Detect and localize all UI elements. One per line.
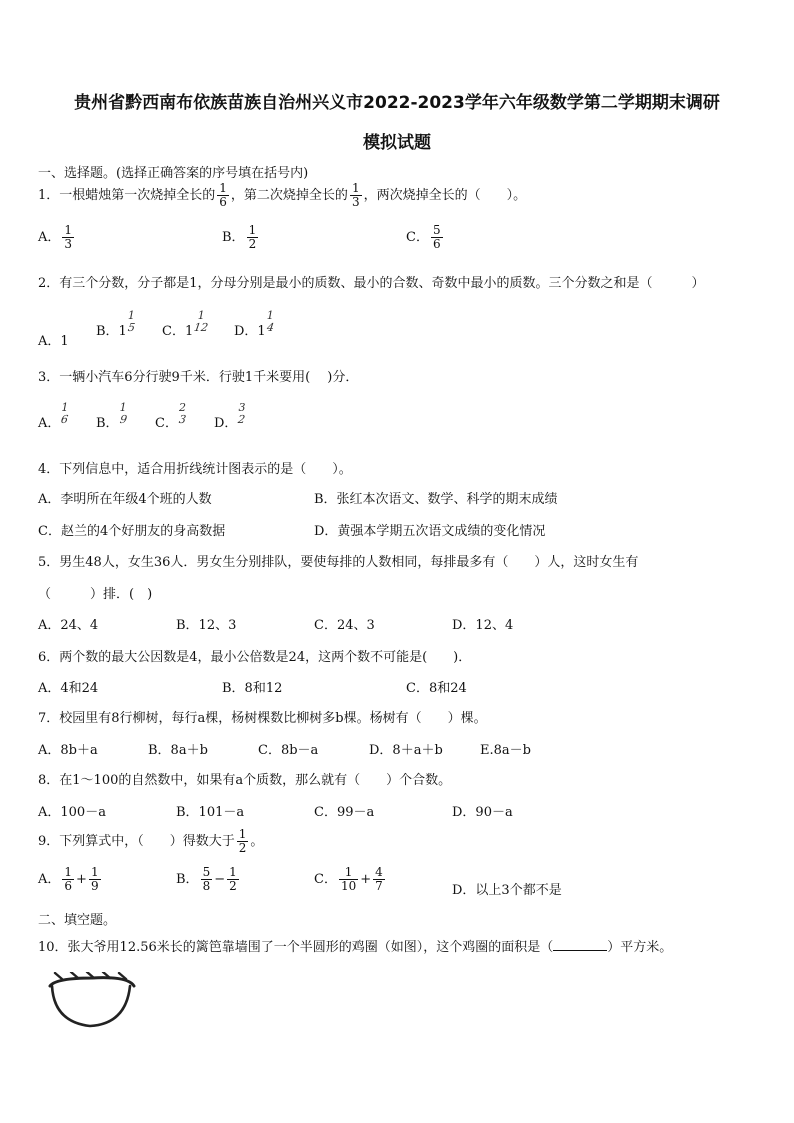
semicircle-pen-figure [48, 972, 138, 1032]
q2-option-a[interactable]: A．1 [38, 334, 69, 349]
q3-option-b[interactable]: B． 1 9 [96, 401, 128, 432]
q2-option-c[interactable]: C．1 1 12 [162, 309, 210, 340]
q7-option-d[interactable]: D．8＋a＋b [369, 743, 443, 758]
q3-option-a[interactable]: A． 1 6 [38, 401, 70, 432]
q1-fraction-2: $\frac{1}{3}$ [351, 181, 360, 210]
q4-option-a[interactable]: A．李明所在年级4个班的人数 [38, 492, 212, 507]
question-4: 4．下列信息中，适合用折线统计图表示的是（ ）。 [38, 462, 352, 477]
q4-option-d[interactable]: D．黄强本学期五次语文成绩的变化情况 [314, 524, 546, 539]
q7-option-a[interactable]: A．8b＋a [38, 743, 98, 758]
q9-text-a: 9．下列算式中，（ ）得数大于 [38, 834, 235, 850]
q9-option-a[interactable]: A． $\frac{1}{6}$ + $\frac{1}{9}$ [38, 865, 99, 894]
q1-option-a[interactable]: A． $\frac{1}{3}$ [38, 223, 73, 252]
question-5-line-1: 5．男生48人，女生36人．男女生分别排队，要使每排的人数相同，每排最多有（ ）人，这时女生有 [38, 555, 639, 570]
q9-fraction-half: $\frac{1}{2}$ [238, 827, 247, 856]
q9-option-d[interactable]: D．以上3个都不是 [452, 883, 562, 898]
q3-option-d[interactable]: D． 3 2 [214, 401, 247, 432]
section-fill-heading: 二、填空题。 [38, 913, 117, 928]
q9-option-b[interactable]: B． $\frac{5}{8}$ − $\frac{1}{2}$ [176, 865, 237, 894]
question-2: 2．有三个分数，分子都是1，分母分别是最小的质数、最小的合数、奇数中最小的质数。三个分数之和是（ ） [38, 276, 705, 291]
q5-option-b[interactable]: B．12、3 [176, 618, 237, 633]
q1-text-c: ，两次烧掉全长的（ ）。 [363, 188, 527, 204]
q6-option-b[interactable]: B．8和12 [222, 681, 283, 696]
exam-title-line1: 贵州省黔西南布依族苗族自治州兴义市2022-2023学年六年级数学第二学期期末调研 [74, 93, 720, 113]
q1-option-b[interactable]: B． $\frac{1}{2}$ [222, 223, 257, 252]
q8-option-a[interactable]: A．100－a [38, 805, 106, 820]
q9-text-b: 。 [250, 834, 264, 850]
q4-option-b[interactable]: B．张红本次语文、数学、科学的期末成绩 [314, 492, 558, 507]
exam-title-line2: 模拟试题 [363, 133, 431, 153]
q10-text-a: 10．张大爷用12.56米长的篱笆靠墙围了一个半圆形的鸡圈（如图），这个鸡圈的面积是（ [38, 940, 554, 955]
question-3: 3．一辆小汽车6分行驶9千米．行驶1千米要用( )分． [38, 370, 359, 385]
question-5-line-2: （ ）排．( ) [38, 587, 153, 602]
q8-option-d[interactable]: D．90－a [452, 805, 513, 820]
q2-option-b[interactable]: B．1 1 5 [96, 309, 136, 340]
question-7: 7．校园里有8行柳树，每行a棵，杨树棵数比柳树多b棵。杨树有（ ）棵。 [38, 711, 487, 726]
q5-option-c[interactable]: C．24、3 [314, 618, 375, 633]
q6-option-c[interactable]: C．8和24 [406, 681, 467, 696]
q8-option-c[interactable]: C．99－a [314, 805, 375, 820]
q6-option-a[interactable]: A．4和24 [38, 681, 99, 696]
question-10 [38, 936, 672, 955]
q7-option-b[interactable]: B．8a＋b [148, 743, 208, 758]
section-choice-heading: 一、选择题。(选择正确答案的序号填在括号内) [38, 166, 309, 181]
q5-option-a[interactable]: A．24、4 [38, 618, 99, 633]
question-9 [38, 828, 263, 855]
q2-option-d[interactable]: D．1 1 4 [234, 309, 275, 340]
q1-text-a: 1．一根蜡烛第一次烧掉全长的 [38, 188, 216, 204]
q5-option-d[interactable]: D．12、4 [452, 618, 514, 633]
question-8: 8．在1～100的自然数中，如果有a个质数，那么就有（ ）个合数。 [38, 773, 452, 788]
q10-answer-blank[interactable] [553, 938, 607, 951]
q8-option-b[interactable]: B．101－a [176, 805, 245, 820]
q10-text-b: ）平方米。 [607, 940, 673, 955]
q7-option-e[interactable]: E.8a－b [480, 743, 531, 758]
q4-option-c[interactable]: C．赵兰的4个好朋友的身高数据 [38, 524, 226, 539]
q1-text-b: ，第二次烧掉全长的 [230, 188, 348, 204]
q7-option-c[interactable]: C．8b－a [258, 743, 319, 758]
question-1 [38, 182, 526, 209]
q3-option-c[interactable]: C． 2 3 [155, 401, 187, 432]
q9-option-c[interactable]: C． $\frac{1}{10}$ + $\frac{4}{7}$ [314, 865, 383, 894]
q1-option-c[interactable]: C． $\frac{5}{6}$ [406, 223, 441, 252]
question-6: 6．两个数的最大公因数是4，最小公倍数是24，这两个数不可能是( )． [38, 650, 472, 665]
q1-fraction-1: $\frac{1}{6}$ [219, 181, 227, 210]
